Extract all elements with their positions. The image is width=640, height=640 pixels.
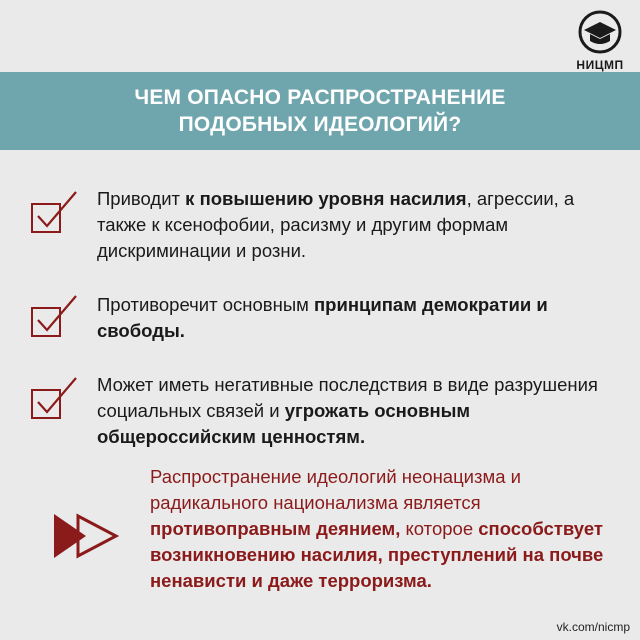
checkbox-check-icon [30,374,80,420]
item-text-part: , агрессии, а также к ксенофобии, расизму и другим формам дискриминации и розни. [97,188,575,261]
item-text-bold: угрожать основным общероссийским ценностям. [97,400,471,447]
item-text-bold: к повышению уровня насилия [185,188,467,209]
nicmp-logo [570,8,630,70]
checkbox-check-icon [30,188,80,234]
checkbox-check-icon [30,292,80,338]
warning-text-bold: способствует возникновению насилия, преступлений на почве ненависти и даже терроризма. [150,518,604,591]
item-text-part: Может иметь негативные последствия в виде разрушения социальных связей и [97,374,598,421]
graduation-cap-icon [570,8,630,58]
warning-text [150,464,610,594]
item-text [97,186,612,264]
double-arrow-icon [52,512,122,560]
item-text-part: Противоречит основным [97,294,314,315]
warning-text-bold: противоправным деянием, [150,518,401,539]
warning-text-part: которое [400,518,479,539]
page-title: ЧЕМ ОПАСНО РАСПРОСТРАНЕНИЕ ПОДОБНЫХ ИДЕОЛОГИЙ? [134,86,506,136]
footer-url: vk.com/nicmp [556,620,630,634]
warning-text-part: Распространение идеологий неонацизма и радикального национализма является [150,466,521,513]
item-text-part: Приводит [97,188,186,209]
title-banner [0,72,640,150]
item-text [97,292,612,344]
item-text [97,372,612,450]
item-text-bold: принципам демократии и свободы. [97,294,548,341]
logo-text: НИЦМП [576,58,624,72]
